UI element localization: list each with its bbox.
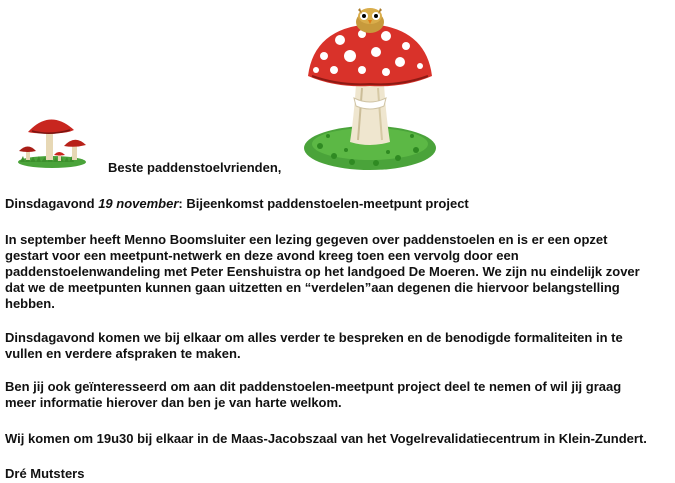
event-suffix: : Bijeenkomst paddenstoelen-meetpunt project [178, 196, 469, 211]
event-line [5, 196, 670, 212]
intro-line: hebben. [5, 296, 55, 311]
meeting-line: Dinsdagavond komen we bij elkaar om alles verder te bespreken en de benodigde formaliteiten in te [5, 330, 623, 345]
meeting-line: vullen en verdere afspraken te maken. [5, 346, 241, 361]
signature: Dré Mutsters [5, 466, 85, 481]
intro-paragraph [5, 232, 670, 312]
event-date: 19 november [98, 196, 179, 211]
invite-paragraph [5, 379, 670, 411]
big-toadstool-icon [300, 6, 440, 172]
location-line: Wij komen om 19u30 bij elkaar in de Maas-Jacobszaal van het Vogelrevalidatiecentrum in Klein-Zundert. [5, 431, 647, 446]
intro-line: paddenstoelenwandeling met Peter Eenshuistra op het landgoed De Moeren. We zijn nu eindelijk zover [5, 264, 640, 279]
small-mushrooms-icon [14, 112, 94, 170]
greeting: Beste paddenstoelvrienden, [108, 160, 282, 175]
meeting-paragraph [5, 330, 670, 362]
invite-line: meer informatie hierover dan ben je van harte welkom. [5, 395, 342, 410]
location-paragraph [5, 431, 670, 447]
intro-line: gestart voor een meetpunt-netwerk en deze avond kreeg toen een vervolg door een [5, 248, 519, 263]
intro-line: In september heeft Menno Boomsluiter een lezing gegeven over paddenstoelen en is er een opzet [5, 232, 608, 247]
event-prefix: Dinsdagavond [5, 196, 99, 211]
invite-line: Ben jij ook geïnteresseerd om aan dit paddenstoelen-meetpunt project deel te nemen of wil jij graag [5, 379, 622, 394]
intro-line: dat we de meetpunten kunnen gaan uitzetten en “verdelen”aan degenen die hiervoor belangstelling [5, 280, 620, 295]
